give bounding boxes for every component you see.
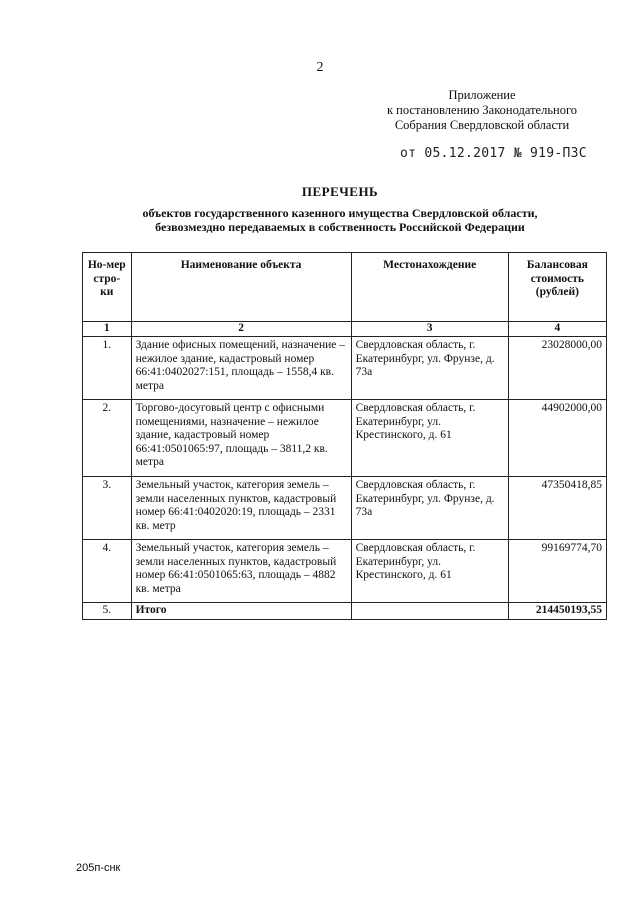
table-row (83, 400, 607, 477)
object-cost: 44902000,00 (508, 400, 606, 477)
column-index: 4 (508, 322, 606, 337)
object-location: Свердловская область, г. Екатеринбург, ул. Крестинского, д. 61 (351, 540, 508, 603)
row-number: 3. (83, 477, 132, 540)
total-label: Итого (131, 603, 351, 620)
property-table (82, 252, 607, 620)
column-index-row (83, 322, 607, 337)
table-row (83, 540, 607, 603)
column-index: 2 (131, 322, 351, 337)
subtitle-line-1: объектов государственного казенного имущества Свердловской области, (142, 206, 538, 220)
footer-code: 205п-снк (76, 862, 121, 874)
object-name: Здание офисных помещений, назначение – нежилое здание, кадастровый номер 66:41:0402027:151, площадь – 1558,4 кв. метра (131, 337, 351, 400)
column-index: 1 (83, 322, 132, 337)
object-location: Свердловская область, г. Екатеринбург, ул. Крестинского, д. 61 (351, 400, 508, 477)
column-index: 3 (351, 322, 508, 337)
row-number: 2. (83, 400, 132, 477)
total-row (83, 603, 607, 620)
document-subtitle (20, 206, 640, 234)
object-cost: 23028000,00 (508, 337, 606, 400)
appendix-line-3: Собрания Свердловской области (394, 118, 570, 132)
page-number: 2 (316, 60, 324, 75)
table-row (83, 477, 607, 540)
total-cost: 214450193,55 (508, 603, 606, 620)
subtitle-line-2: безвозмездно передаваемых в собственность Российской Федерации (155, 220, 525, 234)
table-row (83, 337, 607, 400)
object-location: Свердловская область, г. Екатеринбург, ул. Фрунзе, д. 73а (351, 477, 508, 540)
total-location (351, 603, 508, 620)
row-number: 4. (83, 540, 132, 603)
object-cost: 47350418,85 (508, 477, 606, 540)
document-title: ПЕРЕЧЕНЬ (301, 184, 379, 199)
object-name: Земельный участок, категория земель – земли населенных пунктов, кадастровый номер 66:41:0501065:63, площадь – 4882 кв. метра (131, 540, 351, 603)
object-location: Свердловская область, г. Екатеринбург, ул. Фрунзе, д. 73а (351, 337, 508, 400)
header-object-name: Наименование объекта (131, 253, 351, 322)
header-balance-cost: Балансовая стоимость (рублей) (508, 253, 606, 322)
object-name: Торгово-досуговый центр с офисными помещениями, назначение – нежилое здание, кадастровый номер 66:41:0501065:97, площадь – 3811,2 кв. метра (131, 400, 351, 477)
row-number: 5. (83, 603, 132, 620)
decree-stamp: от 05.12.2017 № 919-ПЗС (400, 146, 587, 161)
header-row-number: Но-мер стро-ки (83, 253, 132, 322)
object-cost: 99169774,70 (508, 540, 606, 603)
object-name: Земельный участок, категория земель – земли населенных пунктов, кадастровый номер 66:41:0402020:19, площадь – 2331 кв. метр (131, 477, 351, 540)
header-location: Местонахождение (351, 253, 508, 322)
appendix-line-1: Приложение (448, 88, 516, 102)
appendix-block (362, 88, 602, 133)
row-number: 1. (83, 337, 132, 400)
table-header-row (83, 253, 607, 322)
appendix-line-2: к постановлению Законодательного (386, 103, 578, 117)
